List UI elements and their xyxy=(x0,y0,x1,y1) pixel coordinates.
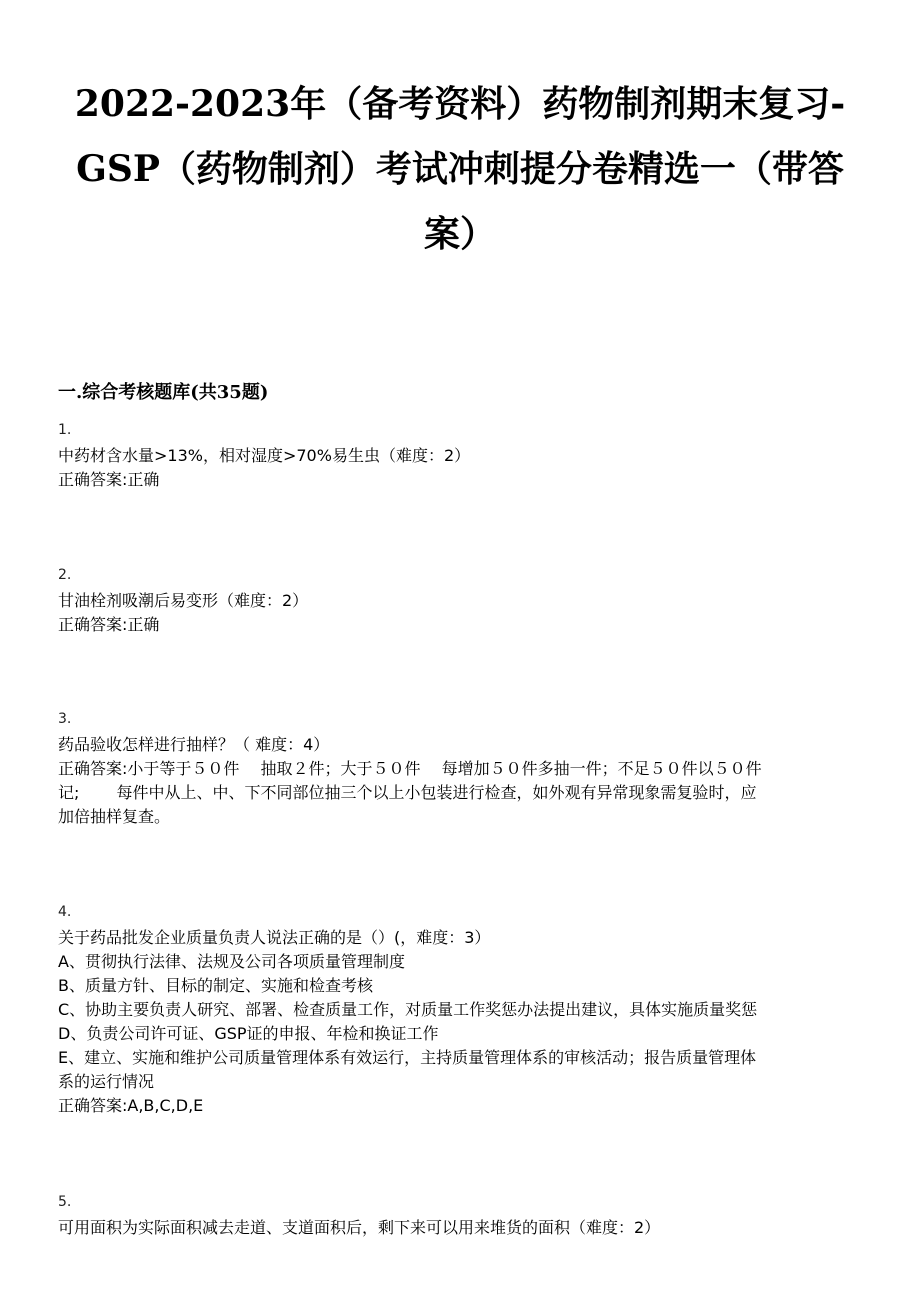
question-number: 5. xyxy=(58,1194,72,1210)
question-number: 1. xyxy=(58,422,72,438)
correct-answer-line: 正确答案:小于等于５０件 抽取２件；大于５０件 每增加５０件多抽一件；不足５０件以５０件 xyxy=(58,759,762,778)
title-line-3: 案） xyxy=(423,213,496,255)
question-text: 关于药品批发企业质量负责人说法正确的是（）(，难度：3） xyxy=(58,928,491,947)
question-text: 药品验收怎样进行抽样？（ 难度：4） xyxy=(58,735,330,754)
section-heading: 一.综合考核题库(共35题) xyxy=(58,382,269,403)
document-title xyxy=(40,72,880,267)
question-number: 3. xyxy=(58,711,72,727)
correct-answer: 正确答案:正确 xyxy=(58,470,160,489)
question-2 xyxy=(58,563,868,637)
question-4 xyxy=(58,900,868,1118)
correct-answer: 正确答案:正确 xyxy=(58,615,160,634)
question-text: 中药材含水量>13%，相对湿度>70%易生虫（难度：2） xyxy=(58,446,471,465)
correct-answer: 正确答案:A,B,C,D,E xyxy=(58,1096,204,1115)
correct-answer-line: 加倍抽样复查。 xyxy=(58,807,171,826)
option-a: A、贯彻执行法律、法规及公司各项质量管理制度 xyxy=(58,952,405,971)
option-c: C、协助主要负责人研究、部署、检查质量工作，对质量工作奖惩办法提出建议，具体实施质量奖惩 xyxy=(58,1000,758,1019)
option-d: D、负责公司许可证、GSP证的申报、年检和换证工作 xyxy=(58,1024,439,1043)
option-e: E、建立、实施和维护公司质量管理体系有效运行，主持质量管理体系的审核活动；报告质量管理体 xyxy=(58,1048,757,1067)
question-5 xyxy=(58,1190,868,1240)
question-number: 4. xyxy=(58,904,72,920)
question-text: 可用面积为实际面积减去走道、支道面积后，剩下来可以用来堆货的面积（难度：2） xyxy=(58,1218,661,1237)
title-line-2: GSP（药物制剂）考试冲刺提分卷精选一（带答 xyxy=(76,148,844,190)
correct-answer-line: 记; 每件中从上、中、下不同部位抽三个以上小包装进行检查，如外观有异常现象需复验时，应 xyxy=(58,783,757,802)
title-line-1: 2022-2023年（备考资料）药物制剂期末复习- xyxy=(74,83,846,125)
question-text: 甘油栓剂吸潮后易变形（难度：2） xyxy=(58,591,309,610)
question-1 xyxy=(58,418,868,492)
question-3 xyxy=(58,707,868,829)
option-b: B、质量方针、目标的制定、实施和检查考核 xyxy=(58,976,373,995)
question-number: 2. xyxy=(58,567,72,583)
option-e-continued: 系的运行情况 xyxy=(58,1072,155,1091)
